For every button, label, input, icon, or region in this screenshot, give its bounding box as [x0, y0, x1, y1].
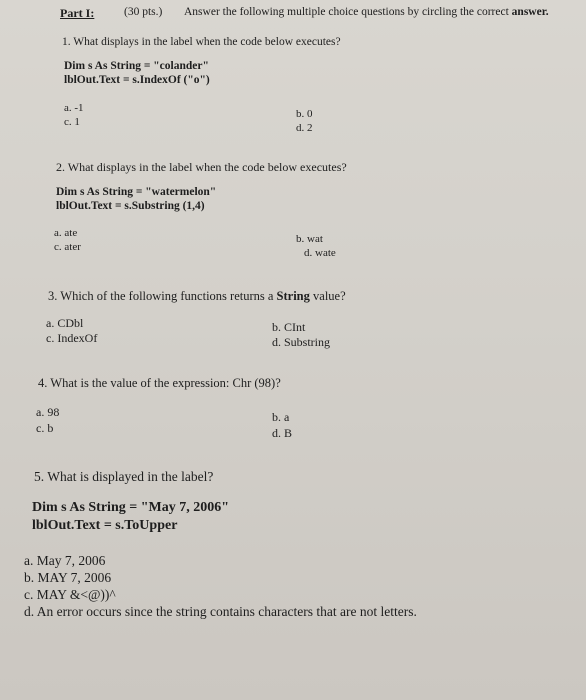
- q3-text-bold: String: [276, 289, 310, 303]
- q5-option-d[interactable]: d. An error occurs since the string contains characters that are not letters.: [24, 604, 417, 619]
- q3-text-suffix: value?: [309, 289, 346, 303]
- question-3-text: [48, 289, 346, 304]
- q5-option-a[interactable]: a. May 7, 2006: [24, 553, 106, 568]
- q1-code-line-1: Dim s As String = "colander": [64, 60, 209, 72]
- question-2-text: 2. What displays in the label when the code below executes?: [56, 160, 347, 174]
- points-label: (30 pts.): [124, 6, 163, 18]
- q4-option-a[interactable]: a. 98: [36, 405, 60, 419]
- q3-text-prefix: 3. Which of the following functions returns a: [48, 289, 277, 303]
- part-heading: Part I:: [60, 6, 95, 20]
- question-5-text: 5. What is displayed in the label?: [34, 469, 214, 484]
- question-4-text: 4. What is the value of the expression: Chr (98)?: [38, 376, 281, 390]
- q3-option-c[interactable]: c. IndexOf: [46, 331, 98, 345]
- q2-option-a[interactable]: a. ate: [54, 227, 78, 239]
- q3-option-d[interactable]: d. Substring: [272, 335, 331, 349]
- q2-option-b[interactable]: b. wat: [296, 233, 323, 245]
- q4-option-d[interactable]: d. B: [272, 426, 293, 440]
- q3-option-a[interactable]: a. CDbl: [46, 316, 84, 330]
- question-1-text: 1. What displays in the label when the code below executes?: [62, 36, 341, 48]
- q5-code-line-2: lblOut.Text = s.ToUpper: [32, 518, 178, 533]
- q2-option-c[interactable]: c. ater: [54, 241, 81, 253]
- q1-option-c[interactable]: c. 1: [64, 116, 80, 128]
- instructions-text: Answer the following multiple choice questions by circling the correct: [184, 6, 512, 18]
- q4-option-b[interactable]: b. a: [272, 410, 290, 424]
- q2-code-line-1: Dim s As String = "watermelon": [56, 186, 217, 198]
- q1-option-b[interactable]: b. 0: [296, 108, 313, 120]
- q5-option-b[interactable]: b. MAY 7, 2006: [24, 570, 112, 585]
- q1-option-a[interactable]: a. -1: [64, 102, 84, 114]
- q4-option-c[interactable]: c. b: [36, 421, 54, 435]
- instructions-bold: answer.: [511, 6, 549, 18]
- q1-option-d[interactable]: d. 2: [296, 122, 313, 134]
- q5-code-line-1: Dim s As String = "May 7, 2006": [32, 500, 229, 515]
- instructions: [184, 6, 549, 18]
- q2-code-line-2: lblOut.Text = s.Substring (1,4): [56, 200, 205, 212]
- q3-option-b[interactable]: b. CInt: [272, 320, 306, 334]
- q1-code-line-2: lblOut.Text = s.IndexOf ("o"): [64, 74, 210, 86]
- q5-option-c[interactable]: c. MAY &<@))^: [24, 587, 116, 602]
- q2-option-d[interactable]: d. wate: [304, 247, 336, 259]
